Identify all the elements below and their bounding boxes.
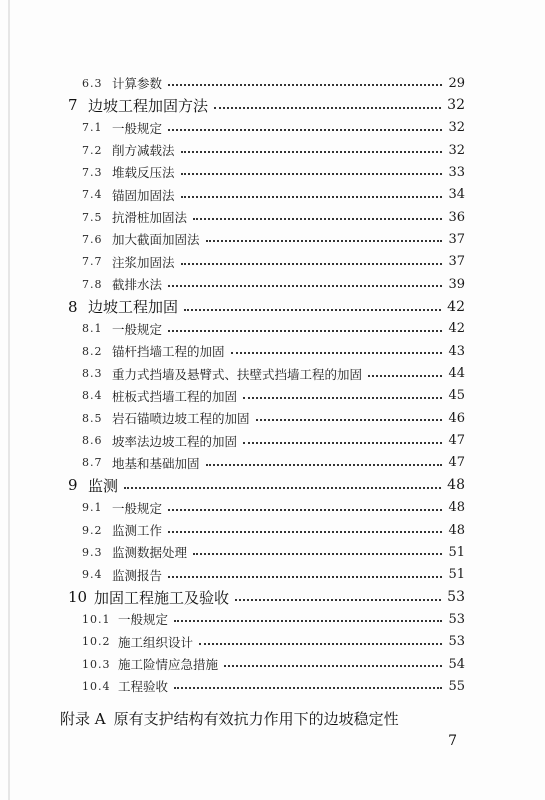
appendix-title: 原有支护结构有效抗力作用下的边坡稳定性 bbox=[113, 710, 399, 728]
toc-entry-number: 9.1 bbox=[82, 501, 103, 515]
toc-entry-page: 47 bbox=[448, 455, 465, 471]
toc-entry-page: 42 bbox=[447, 298, 465, 315]
toc-entry-number: 8.7 bbox=[82, 456, 103, 470]
toc-entry-title: 抗滑桩加固法 bbox=[112, 210, 188, 226]
toc-entry-page: 36 bbox=[448, 209, 465, 225]
toc-entry[interactable] bbox=[0, 542, 545, 562]
toc-entry-title: 截排水法 bbox=[112, 277, 163, 293]
toc-entry-number: 7.6 bbox=[82, 232, 103, 246]
toc-entry-page: 32 bbox=[448, 120, 465, 136]
dot-leader bbox=[235, 599, 441, 601]
toc-entry[interactable] bbox=[0, 162, 545, 182]
dot-leader bbox=[181, 263, 442, 265]
dot-leader bbox=[231, 352, 442, 354]
toc-entry[interactable] bbox=[0, 95, 545, 115]
dot-leader bbox=[199, 643, 442, 645]
dot-leader bbox=[181, 151, 442, 153]
toc-entry[interactable] bbox=[0, 252, 545, 272]
toc-entry[interactable] bbox=[0, 676, 545, 696]
dot-leader bbox=[256, 419, 442, 421]
dot-leader bbox=[174, 620, 442, 622]
toc-entry-title: 一般规定 bbox=[112, 120, 163, 136]
dot-leader bbox=[243, 442, 442, 444]
toc-entry[interactable] bbox=[0, 341, 545, 361]
toc-entry[interactable] bbox=[0, 207, 545, 227]
toc-entry[interactable] bbox=[0, 408, 545, 428]
toc-entry-number: 10.2 bbox=[82, 635, 111, 649]
dot-leader bbox=[206, 240, 442, 242]
dot-leader bbox=[168, 330, 442, 332]
toc-entry-title: 桩板式挡墙工程的加固 bbox=[112, 388, 238, 404]
toc-entry-title: 削方减载法 bbox=[112, 143, 175, 159]
toc-entry-page: 53 bbox=[448, 634, 465, 650]
toc-entry-number: 6.3 bbox=[82, 76, 103, 90]
toc-entry-page: 53 bbox=[447, 589, 465, 606]
toc-entry-page: 29 bbox=[448, 75, 465, 91]
dot-leader bbox=[368, 375, 442, 377]
toc-entry[interactable] bbox=[0, 520, 545, 540]
toc-entry-page: 54 bbox=[448, 656, 465, 672]
dot-leader bbox=[124, 487, 441, 489]
toc-entry-page: 55 bbox=[448, 678, 465, 694]
toc-entry-page: 51 bbox=[448, 567, 465, 583]
toc-entry-title: 加固工程施工及验收 bbox=[94, 588, 230, 607]
toc-entry-page: 48 bbox=[448, 522, 465, 538]
toc-entry-number: 8.2 bbox=[82, 344, 103, 358]
toc-entry-number: 8.5 bbox=[82, 411, 103, 425]
dot-leader bbox=[193, 218, 442, 220]
dot-leader bbox=[168, 509, 442, 511]
toc-entry-number: 9 bbox=[68, 476, 78, 495]
toc-entry-page: 43 bbox=[448, 343, 465, 359]
dot-leader bbox=[174, 687, 442, 689]
toc-entry-title: 工程验收 bbox=[118, 679, 169, 695]
dot-leader bbox=[214, 107, 441, 109]
toc-entry-number: 9.3 bbox=[82, 545, 103, 559]
toc-entry-title: 边坡工程加固 bbox=[88, 298, 179, 316]
toc-entry-number: 10.3 bbox=[82, 657, 111, 671]
toc-entry-page: 33 bbox=[448, 164, 465, 180]
toc-entry[interactable] bbox=[0, 565, 545, 585]
toc-entry-number: 10.4 bbox=[82, 679, 111, 693]
toc-entry-title: 地基和基础加固 bbox=[112, 455, 200, 471]
toc-entry-page: 34 bbox=[448, 187, 465, 203]
toc-entry-number: 10.1 bbox=[82, 612, 111, 626]
toc-entry-title: 堆载反压法 bbox=[112, 165, 175, 181]
toc-entry-number: 8.3 bbox=[82, 367, 103, 381]
toc-entry[interactable] bbox=[0, 274, 545, 294]
toc-entry-number: 7.4 bbox=[82, 188, 103, 202]
toc-entry-title: 锚固加固法 bbox=[112, 187, 175, 203]
dot-leader bbox=[193, 553, 442, 555]
page-number: 7 bbox=[448, 733, 457, 749]
toc-entry[interactable] bbox=[0, 118, 545, 138]
toc-entry-page: 53 bbox=[448, 611, 465, 627]
toc-entry-title: 注浆加固法 bbox=[112, 254, 175, 270]
toc-entry[interactable] bbox=[0, 587, 545, 607]
toc-entry[interactable] bbox=[0, 498, 545, 518]
dot-leader bbox=[181, 196, 442, 198]
toc-entry[interactable] bbox=[0, 609, 545, 629]
toc-entry-page: 37 bbox=[448, 231, 465, 247]
toc-entry-title: 锚杆挡墙工程的加固 bbox=[112, 344, 225, 360]
toc-entry-title: 坡率法边坡工程的加固 bbox=[112, 433, 238, 449]
toc-entry[interactable] bbox=[0, 185, 545, 205]
toc-entry-page: 42 bbox=[448, 321, 465, 337]
toc-entry-title: 一般规定 bbox=[118, 612, 169, 628]
toc-entry-title: 重力式挡墙及悬臂式、扶壁式挡墙工程的加固 bbox=[112, 366, 363, 382]
toc-entry-number: 8.4 bbox=[82, 389, 103, 403]
toc-entry[interactable] bbox=[0, 297, 545, 317]
toc-entry-number: 9.2 bbox=[82, 523, 103, 537]
toc-entry[interactable] bbox=[0, 73, 545, 93]
toc-entry-page: 32 bbox=[448, 142, 465, 158]
toc-entry-title: 施工险情应急措施 bbox=[118, 657, 219, 673]
dot-leader bbox=[184, 309, 441, 311]
toc-entry-page: 48 bbox=[448, 500, 465, 516]
toc-entry-number: 7.2 bbox=[82, 143, 103, 157]
toc-entry[interactable] bbox=[0, 364, 545, 384]
toc-entry[interactable] bbox=[0, 319, 545, 339]
toc-entry-title: 施工组织设计 bbox=[118, 634, 194, 650]
toc-entry-title: 监测数据处理 bbox=[112, 545, 188, 561]
toc-entry[interactable] bbox=[0, 140, 545, 160]
toc-entry-title: 监测工作 bbox=[112, 523, 163, 538]
toc-entry-number: 8.1 bbox=[82, 322, 103, 336]
toc-entry-page: 46 bbox=[448, 410, 465, 426]
toc-entry-page: 51 bbox=[448, 544, 465, 560]
toc-entry-page: 48 bbox=[447, 477, 465, 494]
toc-entry-title: 一般规定 bbox=[112, 321, 163, 337]
toc-entry-number: 7.3 bbox=[82, 165, 103, 179]
dot-leader bbox=[243, 397, 442, 399]
toc-entry-title: 加大截面加固法 bbox=[112, 232, 200, 248]
toc-entry-page: 44 bbox=[448, 366, 465, 382]
toc-entry-number: 7.7 bbox=[82, 255, 103, 269]
toc-entry-page: 45 bbox=[448, 388, 465, 404]
toc-entry[interactable] bbox=[0, 654, 545, 674]
toc-entry[interactable] bbox=[0, 632, 545, 652]
toc-entry-number: 7 bbox=[68, 96, 78, 115]
toc-entry-page: 37 bbox=[448, 254, 465, 270]
toc-entry-page: 39 bbox=[448, 276, 465, 292]
toc-entry-title: 监测报告 bbox=[112, 567, 163, 583]
dot-leader bbox=[206, 464, 442, 466]
toc-entry-title: 边坡工程加固方法 bbox=[88, 96, 209, 115]
toc-entry-title: 岩石锚喷边坡工程的加固 bbox=[112, 411, 250, 427]
dot-leader bbox=[168, 531, 442, 533]
toc-entry-number: 7.8 bbox=[82, 277, 103, 291]
toc-entry-title: 一般规定 bbox=[112, 500, 163, 516]
toc-entry-page: 32 bbox=[447, 97, 465, 114]
toc-entry[interactable] bbox=[0, 453, 545, 473]
toc-entry-number: 8 bbox=[68, 297, 78, 316]
dot-leader bbox=[181, 173, 442, 175]
toc-entry[interactable] bbox=[0, 431, 545, 451]
appendix-entry[interactable] bbox=[60, 708, 407, 729]
toc-entry-page: 47 bbox=[448, 433, 465, 449]
toc-entry-title: 计算参数 bbox=[112, 76, 163, 91]
appendix-label: 附录 A bbox=[60, 710, 106, 728]
dot-leader bbox=[168, 576, 442, 578]
dot-leader bbox=[168, 285, 442, 287]
toc-entry-title: 监测 bbox=[88, 476, 119, 495]
toc-entry-number: 10 bbox=[68, 588, 88, 607]
dot-leader bbox=[168, 84, 442, 86]
toc-entry-number: 7.5 bbox=[82, 210, 103, 224]
toc-entry-number: 9.4 bbox=[82, 568, 103, 582]
dot-leader bbox=[224, 665, 442, 667]
toc-entry-number: 8.6 bbox=[82, 434, 103, 448]
dot-leader bbox=[168, 129, 442, 131]
toc-entry[interactable] bbox=[0, 229, 545, 249]
toc-entry[interactable] bbox=[0, 475, 545, 495]
toc-entry[interactable] bbox=[0, 386, 545, 406]
toc-entry-number: 7.1 bbox=[82, 121, 103, 135]
